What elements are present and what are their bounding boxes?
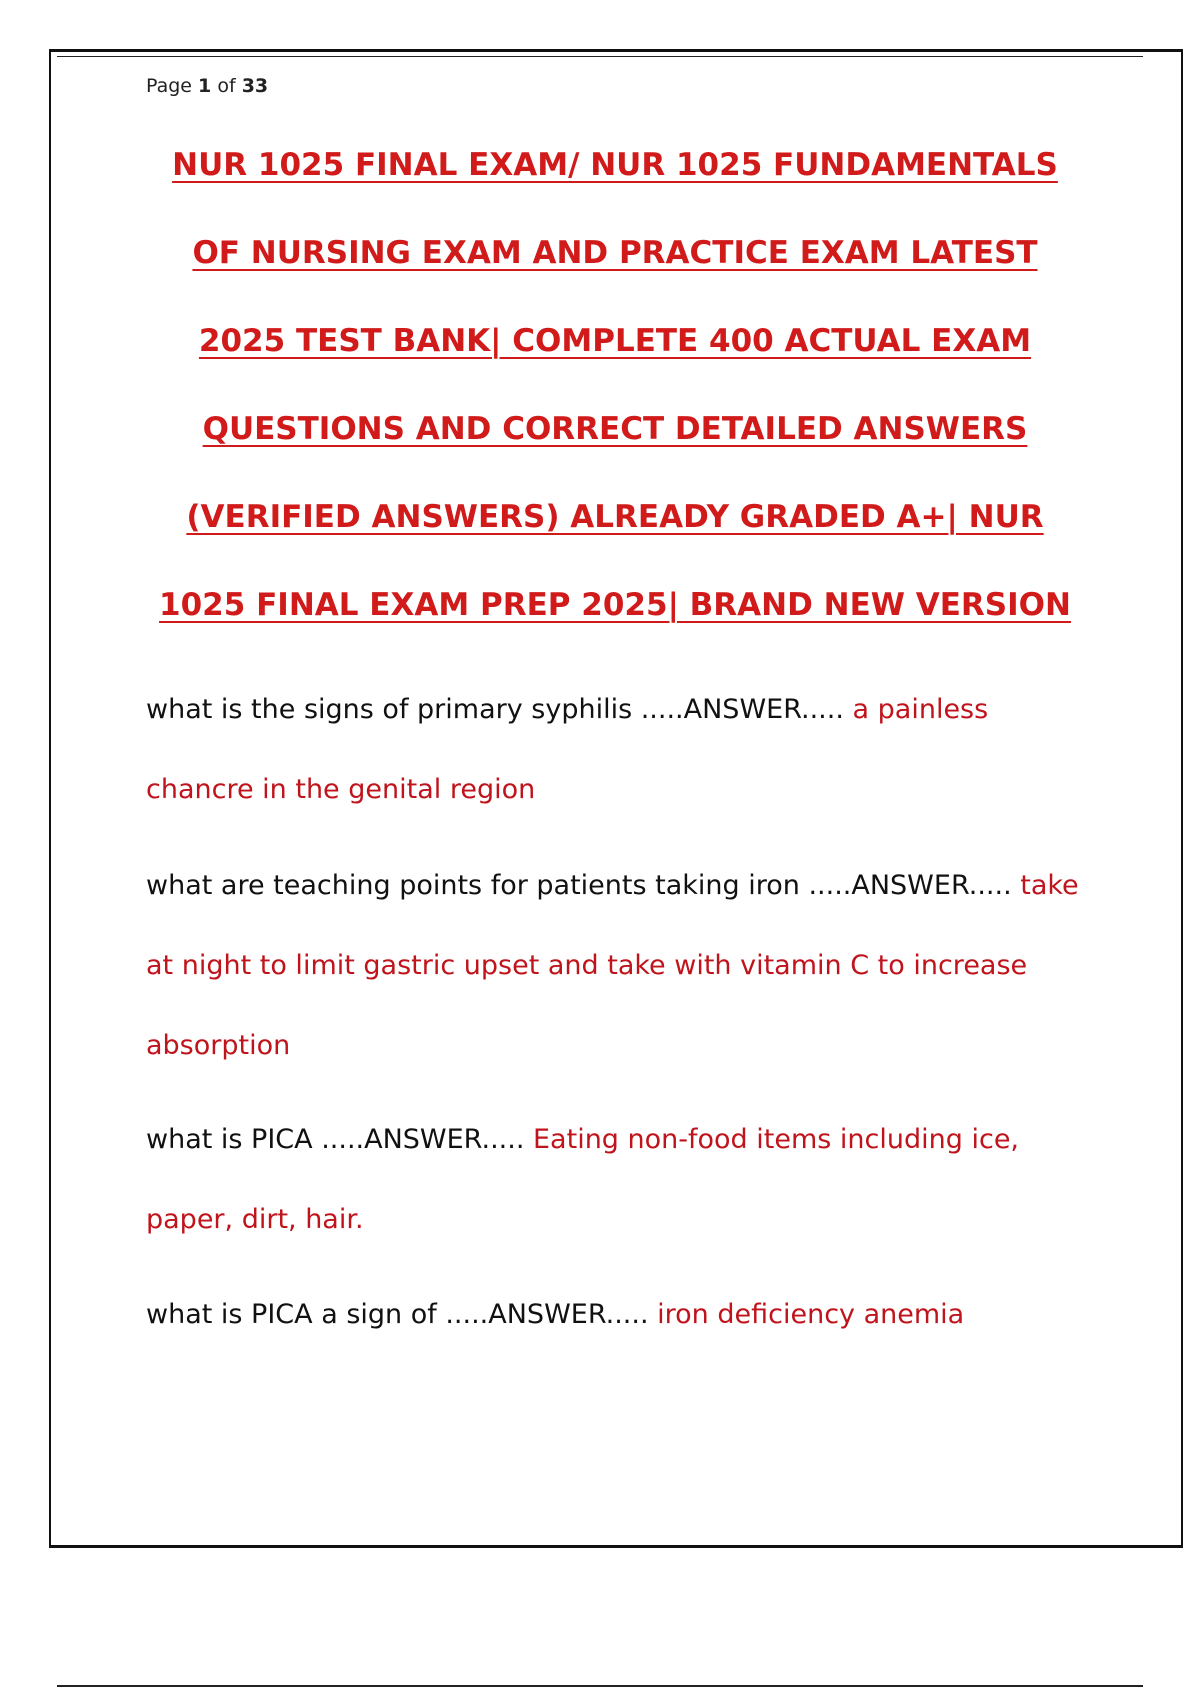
question-text: what is PICA a sign of .....ANSWER..... (146, 1299, 649, 1330)
title-line: OF NURSING EXAM AND PRACTICE EXAM LATEST (192, 235, 1038, 271)
top-rule (57, 56, 1143, 57)
question-text: what is PICA .....ANSWER..... (146, 1124, 525, 1155)
page-label: Page (146, 75, 192, 97)
page-current: 1 (198, 75, 212, 97)
answer-text: iron deficiency anemia (657, 1299, 965, 1330)
title-line: (VERIFIED ANSWERS) ALREADY GRADED A+| NUR (186, 499, 1044, 535)
answer-text: a painless chancre in the genital region (146, 694, 989, 805)
qa-item (146, 1275, 1086, 1355)
page-of-label: of (217, 75, 236, 97)
page-number (146, 75, 268, 97)
qa-item (146, 846, 1086, 1086)
qa-item (146, 1100, 1086, 1260)
title-line: QUESTIONS AND CORRECT DETAILED ANSWERS (202, 411, 1028, 447)
title-line: 1025 FINAL EXAM PREP 2025| BRAND NEW VERSION (159, 587, 1071, 623)
bottom-rule (57, 1685, 1143, 1687)
qa-item (146, 670, 1086, 830)
document-title (120, 140, 1110, 668)
answer-text: take at night to limit gastric upset and take with vitamin C to increase absorption (146, 870, 1079, 1061)
question-text: what are teaching points for patients taking iron .....ANSWER..... (146, 870, 1012, 901)
page-total: 33 (241, 75, 269, 97)
title-line: 2025 TEST BANK| COMPLETE 400 ACTUAL EXAM (198, 323, 1032, 359)
question-text: what is the signs of primary syphilis .....ANSWER..... (146, 694, 844, 725)
answer-text: Eating non-food items including ice, paper, dirt, hair. (146, 1124, 1020, 1235)
title-line: NUR 1025 FINAL EXAM/ NUR 1025 FUNDAMENTALS (172, 147, 1058, 183)
